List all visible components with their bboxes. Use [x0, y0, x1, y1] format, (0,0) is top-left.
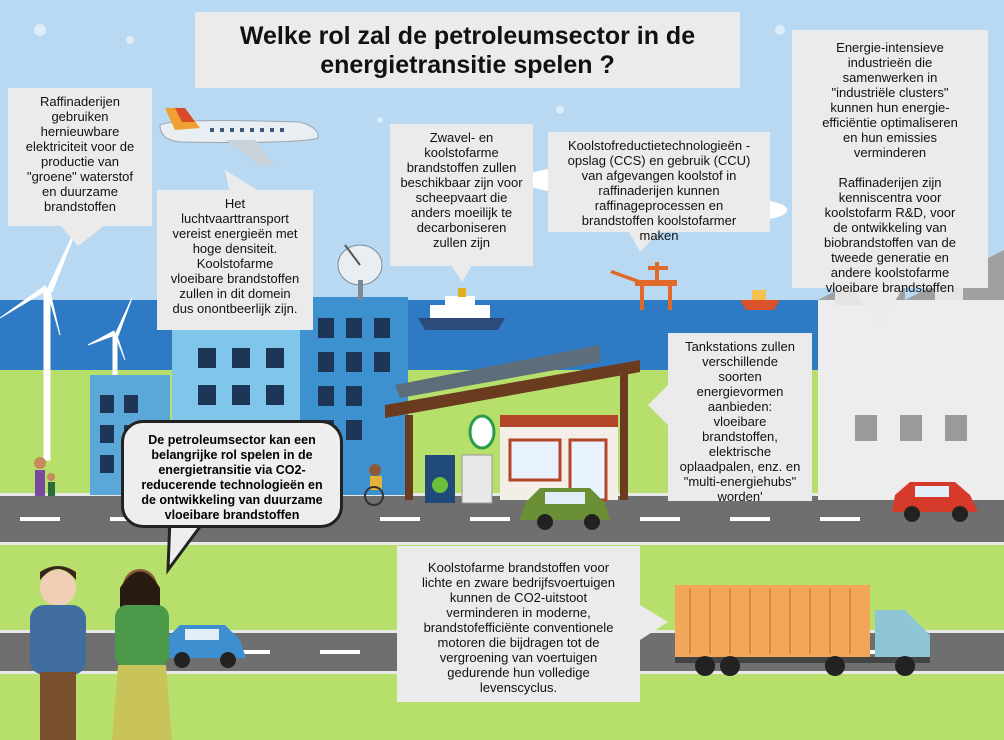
info-box-ccs-ccu: Koolstofreductietechnologieën - opslag (CCS) en gebruik (CCU) van afgevangen koolstof in raffinaderijen kunnen raffinageprocessen en brandstoffen koolstofarmer maken [548, 132, 770, 232]
info-box-industrial-clusters: Energie-intensieve industrieën die samenwerken in "industriële clusters" kunnen hun energie- efficiëntie optimaliseren en hun emissies verminderen Raffinaderijen zijn kenniscentra voor koolstofarm R&D, voor de ontwikkeling van biobrandstoffen van de tweede generatie en andere koolstofarme vloeibare brandstoffen [792, 30, 988, 288]
info-box-refineries-renewable: Raffinaderijen gebruiken hernieuwbare elektriciteit voor de productie van "groene" waterstof en duurzame brandstoffen [8, 88, 152, 226]
info-box-shipping: Zwavel- en koolstofarme brandstoffen zullen beschikbaar zijn voor scheepvaart die anders moeilijk te decarboniseren zullen zijn [390, 124, 533, 266]
speech-bubble: De petroleumsector kan een belangrijke rol spelen in de energietransitie via CO2- reducerende technologieën en de ontwikkeling van duurzame vloeibare brandstoffen [121, 420, 343, 528]
page-title: Welke rol zal de petroleumsector in de energietransitie spelen ? [195, 12, 740, 88]
info-box-low-carbon-vehicles: Koolstofarme brandstoffen voor lichte en zware bedrijfsvoertuigen kunnen de CO2-uitstoot verminderen in moderne, brandstofefficiënte conventionele motoren die bijdragen tot de vergroening van voertuigen gedurende hun volledige levenscyclus. [397, 546, 640, 702]
info-box-aviation: Het luchtvaarttransport vereist energieën met hoge densiteit. Koolstofarme vloeibare brandstoffen zullen in dit domein dus onontbeerlijk zijn. [157, 190, 313, 330]
info-box-fuel-stations: Tankstations zullen verschillende soorten energievormen aanbieden: vloeibare brandstoffen, elektrische oplaadpalen, enz. en "multi-energiehubs" worden' [668, 333, 812, 501]
